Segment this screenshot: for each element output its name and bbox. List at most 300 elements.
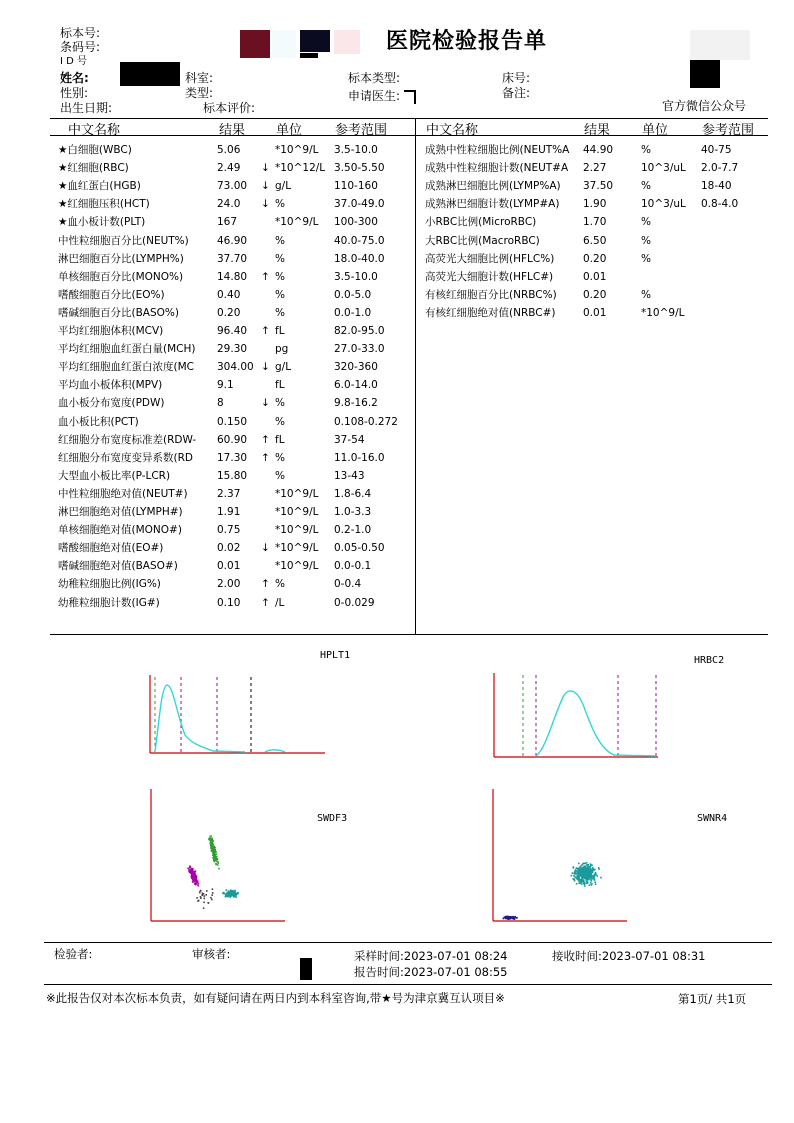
swnr-scattergram: [487, 785, 767, 925]
item-name: 红细胞分布宽度标准差(RDW-: [58, 433, 197, 446]
item-name: 嗜碱细胞百分比(BASO%): [58, 306, 179, 319]
item-unit: g/L: [275, 180, 292, 193]
remark-label: 备注:: [502, 86, 531, 100]
item-range: 18.0-40.0: [334, 252, 385, 265]
item-flag: ↓: [261, 397, 270, 410]
scatter-dot: [577, 874, 579, 876]
item-name: 成熟中性粒细胞计数(NEUT#A: [425, 162, 569, 175]
scatter-dot: [204, 895, 206, 897]
item-unit: *10^9/L: [275, 506, 319, 518]
scatter-dot: [204, 898, 206, 900]
scatter-dot: [586, 864, 588, 866]
scatter-dot: [577, 872, 579, 874]
scatter-dot: [208, 839, 210, 841]
scatter-dot: [578, 882, 580, 884]
item-result: 0.20: [217, 306, 241, 319]
item-result: 37.50: [583, 180, 614, 193]
scatter-dot: [217, 864, 219, 866]
item-result: 14.80: [217, 270, 248, 283]
scatter-dot: [586, 881, 588, 883]
scatter-dot: [193, 873, 195, 875]
scatter-dot: [228, 892, 230, 894]
scatter-dot: [598, 868, 600, 870]
item-result: 0.75: [217, 524, 241, 537]
scatter-dot: [217, 858, 219, 860]
dept-label: 科室:: [185, 71, 214, 85]
item-unit: /L: [275, 596, 285, 609]
item-name: 血小板比积(PCT): [58, 415, 139, 428]
item-range: 3.5-10.0: [334, 270, 378, 283]
item-name: 小RBC比例(MicroRBC): [425, 216, 537, 229]
item-name: ★红细胞(RBC): [58, 162, 129, 175]
scatter-dot: [213, 853, 215, 855]
scatter-dot: [591, 865, 593, 867]
col-range: 参考范围: [335, 123, 388, 138]
footer-top-rule: [44, 942, 772, 943]
scatter-dot: [206, 890, 208, 892]
scatter-dot: [188, 870, 190, 872]
item-range: 1.0-3.3: [334, 506, 372, 518]
item-unit: %: [275, 234, 285, 247]
item-range: 11.0-16.0: [334, 451, 385, 464]
item-range: 3.50-5.50: [334, 162, 385, 175]
item-range: 18-40: [701, 180, 732, 193]
redaction-block: [300, 30, 330, 52]
gender-label: 性别:: [60, 86, 89, 100]
footer-bottom-rule: [44, 984, 772, 985]
item-range: 0.0-5.0: [334, 288, 372, 301]
item-flag: ↑: [261, 433, 270, 446]
scatter-dot: [187, 868, 189, 870]
col-name: 中文名称: [68, 123, 121, 138]
scatter-dot: [205, 894, 207, 896]
hrbc-title: HRBC2: [694, 655, 725, 666]
scatter-dot: [581, 874, 583, 876]
redaction-block: [334, 30, 360, 54]
scatter-dot: [589, 879, 591, 881]
item-result: 73.00: [217, 180, 248, 193]
scatter-dot: [573, 875, 575, 877]
scatter-dot: [573, 878, 575, 880]
item-range: 0-0.4: [334, 578, 362, 591]
item-name: 幼稚粒细胞比例(IG%): [58, 578, 161, 591]
scatter-dot: [231, 892, 233, 894]
scatter-dot: [516, 917, 518, 919]
scatter-dot: [224, 893, 226, 895]
item-result: 96.40: [217, 325, 248, 337]
scatter-dot: [230, 891, 232, 893]
item-name: ★白细胞(WBC): [58, 144, 132, 156]
item-unit: 10^3/uL: [641, 198, 686, 211]
scatter-dot: [230, 895, 232, 897]
redaction-block: [690, 60, 720, 88]
name-label: 姓名:: [60, 71, 89, 85]
scatter-dot: [233, 893, 235, 895]
scatter-dot: [216, 853, 218, 855]
item-name: 嗜碱细胞绝对值(BASO#): [58, 560, 178, 573]
scatter-dot: [503, 918, 505, 920]
item-range: 9.8-16.2: [334, 397, 378, 410]
scatter-dot: [574, 870, 576, 872]
hrbc-histogram: [488, 645, 768, 760]
item-name: 单核细胞绝对值(MONO#): [58, 524, 182, 537]
item-flag: ↓: [261, 180, 270, 193]
specimen-no-label: 标本号:: [60, 26, 101, 40]
item-name: 有核红细胞绝对值(NRBC#): [425, 306, 556, 319]
item-name: 平均血小板体积(MPV): [58, 379, 163, 392]
item-name: 中性粒细胞百分比(NEUT%): [58, 234, 189, 247]
item-unit: %: [641, 288, 651, 301]
scatter-dot: [588, 870, 590, 872]
item-unit: *10^9/L: [275, 560, 319, 573]
redaction-block: [300, 53, 318, 58]
tester-label: 检验者:: [54, 947, 93, 961]
type-label: 类型:: [185, 86, 214, 100]
scatter-dot: [595, 872, 597, 874]
bottom-rule: [50, 634, 768, 635]
item-unit: fL: [275, 433, 285, 446]
item-range: 0.0-0.1: [334, 560, 372, 573]
scatter-dot: [197, 884, 199, 886]
item-unit: %: [275, 306, 285, 319]
scatter-dot: [582, 863, 584, 865]
scatter-dot: [195, 877, 197, 879]
scatter-dot: [572, 872, 574, 874]
item-name: 成熟淋巴细胞比例(LYMP%A): [425, 180, 561, 193]
scatter-dot: [227, 894, 229, 896]
col-result: 结果: [219, 123, 246, 138]
scatter-dot: [591, 878, 593, 880]
item-name: 淋巴细胞绝对值(LYMPH#): [58, 506, 183, 518]
item-unit: *10^9/L: [275, 487, 319, 500]
scatter-dot: [235, 893, 237, 895]
item-unit: *10^9/L: [275, 542, 319, 555]
item-unit: *10^9/L: [275, 524, 319, 537]
scatter-dot: [591, 883, 593, 885]
item-name: 嗜酸细胞百分比(EO%): [58, 288, 165, 301]
scatter-dot: [584, 883, 586, 885]
item-result: 0.20: [583, 288, 607, 301]
scatter-dot: [214, 850, 216, 852]
scatter-dot: [203, 907, 205, 909]
item-result: 60.90: [217, 433, 248, 446]
item-unit: %: [641, 180, 651, 193]
scatter-dot: [507, 917, 509, 919]
specimen-type-label: 标本类型:: [348, 71, 401, 85]
item-unit: %: [641, 216, 651, 229]
item-flag: ↓: [261, 162, 270, 175]
scatter-dot: [573, 873, 575, 875]
scatter-dot: [212, 888, 214, 890]
item-result: 46.90: [217, 234, 248, 247]
specimen-eval-label: 标本评价:: [203, 101, 256, 115]
scatter-dot: [215, 855, 217, 857]
item-result: 304.00: [217, 361, 254, 374]
scatter-dot: [200, 890, 202, 892]
scatter-dot: [208, 902, 210, 904]
scatter-dot: [581, 868, 583, 870]
item-result: 0.20: [583, 252, 607, 265]
scatter-dot: [215, 859, 217, 861]
item-unit: *10^9/L: [641, 306, 685, 319]
scatter-dot: [189, 872, 191, 874]
item-name: 高荧光大细胞比例(HFLC%): [425, 252, 555, 265]
scatter-dot: [578, 876, 580, 878]
scatter-dot: [578, 879, 580, 881]
scatter-dot: [580, 865, 582, 867]
scatter-dot: [214, 847, 216, 849]
item-unit: %: [275, 415, 285, 428]
scatter-dot: [227, 896, 229, 898]
item-range: 13-43: [334, 469, 365, 482]
scatter-dot: [193, 880, 195, 882]
item-name: 高荧光大细胞计数(HFLC#): [425, 270, 554, 283]
scatter-dot: [583, 871, 585, 873]
item-name: ★血红蛋白(HGB): [58, 180, 141, 193]
scatter-dot: [576, 883, 578, 885]
scatter-dot: [571, 875, 573, 877]
item-result: 167: [217, 216, 238, 229]
scatter-dot: [593, 869, 595, 871]
scatter-dot: [210, 835, 212, 837]
scatter-dot: [197, 881, 199, 883]
item-result: 24.0: [217, 198, 241, 211]
scatter-dot: [213, 851, 215, 853]
item-result: 0.01: [583, 306, 607, 319]
scatter-dot: [595, 883, 597, 885]
scatter-dot: [505, 917, 507, 919]
col-result-right: 结果: [584, 123, 611, 138]
item-result: 0.150: [217, 415, 248, 428]
scatter-dot: [212, 892, 214, 894]
item-name: ★红细胞压积(HCT): [58, 198, 150, 211]
scatter-dot: [199, 892, 201, 894]
col-range-right: 参考范围: [702, 123, 755, 138]
item-range: 40-75: [701, 144, 732, 156]
scatter-dot: [588, 868, 590, 870]
item-name: 大型血小板比率(P-LCR): [58, 469, 171, 482]
scatter-dot: [211, 842, 213, 844]
scatter-dot: [218, 868, 220, 870]
item-flag: ↓: [261, 361, 270, 374]
scatter-dot: [575, 868, 577, 870]
scatter-dot: [192, 868, 194, 870]
scatter-dot: [590, 870, 592, 872]
scatter-dot: [226, 889, 228, 891]
swnr-title: SWNR4: [697, 813, 728, 824]
scatter-dot: [237, 893, 239, 895]
item-result: 0.02: [217, 542, 241, 555]
bed-label: 床号:: [502, 71, 531, 85]
item-unit: *10^9/L: [275, 216, 319, 229]
scatter-dot: [578, 868, 580, 870]
scatter-dot: [212, 848, 214, 850]
scatter-dot: [512, 918, 514, 920]
scatter-dot: [573, 867, 575, 869]
scatter-dot: [585, 866, 587, 868]
item-range: 110-160: [334, 180, 378, 193]
wechat-label: 官方微信公众号: [662, 99, 747, 113]
swdf-dots: [187, 835, 239, 909]
item-result: 5.06: [217, 144, 241, 156]
column-divider: [415, 118, 416, 634]
sample-time: 采样时间:2023-07-01 08:24: [354, 949, 508, 963]
hplt-title: HPLT1: [320, 650, 351, 661]
scatter-dot: [580, 879, 582, 881]
report-time: 报告时间:2023-07-01 08:55: [354, 965, 508, 979]
scatter-dot: [585, 876, 587, 878]
swnr-dots: [503, 862, 602, 920]
scatter-dot: [594, 874, 596, 876]
scatter-dot: [587, 879, 589, 881]
scatter-dot: [580, 882, 582, 884]
receive-time: 接收时间:2023-07-01 08:31: [552, 949, 706, 963]
scatter-dot: [589, 866, 591, 868]
item-name: 大RBC比例(MacroRBC): [425, 234, 540, 247]
item-range: 37-54: [334, 433, 365, 446]
scatter-dot: [581, 879, 583, 881]
item-unit: %: [641, 252, 651, 265]
item-result: 2.27: [583, 162, 607, 175]
item-result: 1.91: [217, 506, 241, 518]
item-name: 成熟中性粒细胞比例(NEUT%A: [425, 144, 570, 156]
scatter-dot: [192, 870, 194, 872]
item-name: 嗜酸细胞绝对值(EO#): [58, 542, 164, 555]
swdf-title: SWDF3: [317, 813, 348, 824]
scatter-dot: [211, 894, 213, 896]
scatter-dot: [594, 879, 596, 881]
scatter-dot: [203, 902, 205, 904]
item-range: 320-360: [334, 361, 378, 374]
scatter-dot: [583, 874, 585, 876]
item-name: 成熟淋巴细胞计数(LYMP#A): [425, 198, 560, 211]
scatter-dot: [576, 876, 578, 878]
birth-label: 出生日期:: [60, 101, 113, 115]
item-result: 6.50: [583, 234, 607, 247]
scatter-dot: [194, 871, 196, 873]
scatter-dot: [217, 861, 219, 863]
item-result: 1.90: [583, 198, 607, 211]
item-range: 6.0-14.0: [334, 379, 378, 392]
disclaimer: ※此报告仅对本次标本负责，如有疑问请在两日内到本科室咨询,带★号为津京冀互认项目※: [46, 991, 505, 1005]
item-range: 2.0-7.7: [701, 162, 739, 175]
scatter-dot: [578, 880, 580, 882]
item-result: 15.80: [217, 469, 248, 482]
item-range: 0.108-0.272: [334, 415, 398, 428]
item-name: 中性粒细胞绝对值(NEUT#): [58, 487, 188, 500]
item-range: 1.8-6.4: [334, 487, 372, 500]
scatter-dot: [196, 883, 198, 885]
item-name: 平均红细胞血红蛋白浓度(MC: [58, 361, 194, 374]
item-unit: fL: [275, 379, 285, 392]
item-unit: %: [275, 451, 285, 464]
redaction-block: [300, 958, 312, 980]
scatter-dot: [592, 872, 594, 874]
scatter-dot: [589, 884, 591, 886]
swdf-scattergram: [145, 785, 360, 925]
scatter-dot: [586, 875, 588, 877]
scatter-dot: [583, 865, 585, 867]
reviewer-label: 审核者:: [192, 947, 231, 961]
item-range: 0.8-4.0: [701, 198, 739, 211]
item-unit: %: [641, 234, 651, 247]
scatter-dot: [584, 885, 586, 887]
item-unit: %: [275, 288, 285, 301]
item-result: 44.90: [583, 144, 614, 156]
scatter-dot: [210, 845, 212, 847]
redaction-block: [690, 30, 750, 60]
scatter-dot: [583, 880, 585, 882]
item-flag: ↑: [261, 578, 270, 591]
scatter-dot: [193, 875, 195, 877]
item-unit: fL: [275, 325, 285, 337]
scatter-dot: [212, 843, 214, 845]
item-range: 0.2-1.0: [334, 524, 372, 537]
scatter-dot: [234, 896, 236, 898]
scatter-dot: [590, 863, 592, 865]
item-unit: %: [275, 578, 285, 591]
scatter-dot: [578, 870, 580, 872]
redaction-block: [240, 30, 270, 58]
item-range: 100-300: [334, 216, 378, 229]
hplt-curve: [155, 685, 285, 752]
scatter-dot: [586, 862, 588, 864]
redaction-block: [120, 62, 180, 86]
scatter-dot: [196, 897, 198, 899]
item-unit: 10^3/uL: [641, 162, 686, 175]
item-flag: ↑: [261, 270, 270, 283]
item-result: 8: [217, 397, 224, 410]
scatter-dot: [202, 893, 204, 895]
scatter-dot: [212, 857, 214, 859]
item-name: 平均红细胞血红蛋白量(MCH): [58, 343, 196, 356]
item-result: 2.37: [217, 487, 241, 500]
scatter-dot: [210, 838, 212, 840]
item-name: 淋巴细胞百分比(LYMPH%): [58, 252, 184, 265]
item-name: ★血小板计数(PLT): [58, 216, 146, 229]
scatter-dot: [591, 880, 593, 882]
item-unit: %: [275, 198, 285, 211]
item-name: 有核红细胞百分比(NRBC%): [425, 288, 557, 301]
item-flag: ↑: [261, 325, 270, 337]
scatter-dot: [197, 900, 199, 902]
item-result: 0.10: [217, 596, 241, 609]
item-unit: %: [275, 397, 285, 410]
scatter-dot: [510, 916, 512, 918]
hrbc-curve: [536, 691, 656, 756]
item-name: 血小板分布宽度(PDW): [58, 397, 165, 410]
item-range: 82.0-95.0: [334, 325, 385, 337]
item-unit: %: [275, 270, 285, 283]
scatter-dot: [190, 866, 192, 868]
item-range: 27.0-33.0: [334, 343, 385, 356]
item-unit: %: [275, 469, 285, 482]
item-name: 单核细胞百分比(MONO%): [58, 270, 184, 283]
scatter-dot: [594, 881, 596, 883]
item-name: 幼稚粒细胞计数(IG#): [58, 596, 160, 609]
item-unit: %: [641, 144, 651, 156]
scatter-dot: [584, 868, 586, 870]
hplt-histogram: [145, 645, 351, 760]
item-result: 29.30: [217, 343, 248, 356]
col-unit: 单位: [276, 123, 303, 138]
item-name: 红细胞分布宽度变异系数(RD: [58, 451, 193, 464]
item-result: 9.1: [217, 379, 234, 392]
item-unit: g/L: [275, 361, 292, 374]
item-flag: ↑: [261, 451, 270, 464]
redaction-block: [272, 30, 296, 58]
scatter-dot: [236, 896, 238, 898]
